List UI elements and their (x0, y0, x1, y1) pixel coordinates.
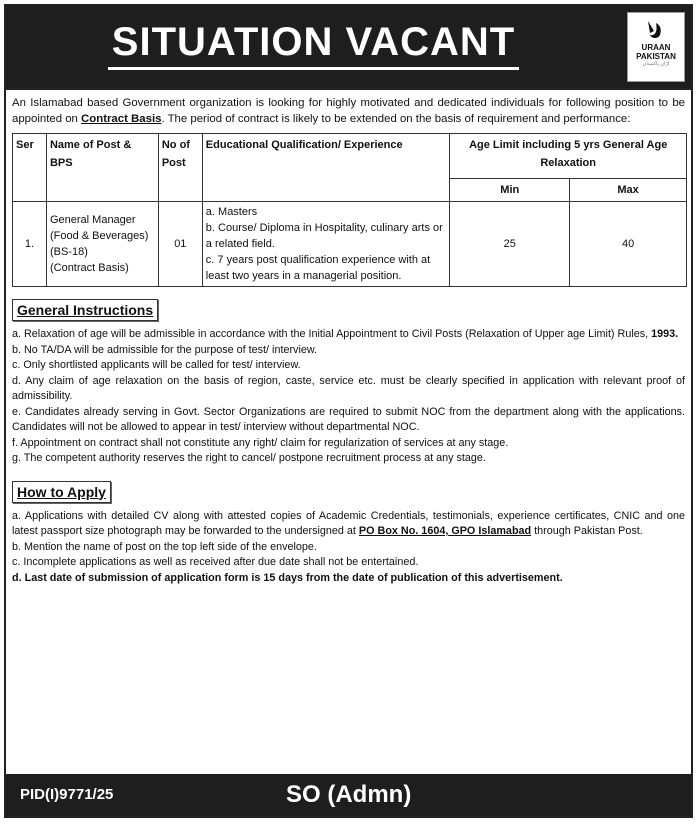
logo-mark-icon (644, 19, 668, 41)
list-item: b. No TA/DA will be admissible for the purpose of test/ interview. (12, 343, 318, 356)
list-item: b. Mention the name of post on the top left side of the envelope. (12, 540, 317, 553)
header-post: Name of Post & BPS (46, 134, 158, 202)
list-item: g. The competent authority reserves the right to cancel/ postpone recruitment process at any stage. (12, 452, 486, 464)
logo-tagline: اڑان پاکستان (642, 61, 670, 67)
general-instructions-list (12, 327, 685, 467)
posts-table (12, 133, 687, 287)
cell-education: a. Masters b. Course/ Diploma in Hospitality, culinary arts or a related field. c. 7 years post qualification experience with at least two years in a managerial position. (202, 202, 450, 287)
general-instructions-heading: General Instructions (12, 299, 158, 321)
pid-number: PID(I)9771/25 (20, 786, 114, 803)
advertisement-page (4, 4, 693, 818)
logo-text-line1: URAAN (641, 43, 671, 52)
how-to-apply-heading: How to Apply (12, 481, 111, 503)
list-item: e. Candidates already serving in Govt. Sector Organizations are required to submit NOC from the department along with the applications. Candidates will not be allowed to appear in test/ interview without departmental NOC. (12, 405, 685, 433)
footer-banner (6, 774, 691, 816)
list-item: a. Relaxation of age will be admissible in accordance with the Initial Appointment to Civil Posts (Relaxation of Upper age Limit) Rules, 1993. (12, 328, 679, 340)
cell-max-age: 40 (570, 202, 687, 287)
how-to-apply-list (12, 509, 685, 587)
header-banner (6, 6, 691, 90)
header-no-of-post: No of Post (158, 134, 202, 202)
cell-no-of-post: 01 (158, 202, 202, 287)
list-item: c. Incomplete applications as well as received after due date shall not be entertained. (12, 556, 419, 568)
list-item: f. Appointment on contract shall not constitute any right/ claim for regularization of services at any stage. (12, 436, 509, 449)
header-education: Educational Qualification/ Experience (202, 134, 450, 202)
logo-text-line2: PAKISTAN (636, 52, 676, 61)
list-item-last-date: d. Last date of submission of application form is 15 days from the date of publication of this advertisement. (12, 571, 563, 584)
cell-post: General Manager (Food & Beverages) (BS-18) (Contract Basis) (46, 202, 158, 287)
page-title: SITUATION VACANT (6, 20, 621, 70)
signatory: SO (Admn) (286, 781, 412, 808)
table-row (13, 202, 687, 287)
list-item: a. Applications with detailed CV along with attested copies of Academic Credentials, testimonials, experience certificates, CNIC and one latest passport size photograph may be forwarded to the undersigned at PO Box No. 1604, GPO Islamabad through Pakistan Post. (12, 509, 685, 537)
list-item: d. Any claim of age relaxation on the basis of region, caste, service etc. must be clearly specified in application with relevant proof of admissibility. (12, 374, 685, 402)
header-min: Min (450, 179, 570, 202)
contract-basis-emphasis: Contract Basis (81, 113, 162, 125)
list-item: c. Only shortlisted applicants will be called for test/ interview. (12, 359, 301, 371)
header-age-limit: Age Limit including 5 yrs General Age Relaxation (450, 134, 687, 179)
po-box-address: PO Box No. 1604, GPO Islamabad (358, 525, 532, 537)
intro-paragraph: An Islamabad based Government organization is looking for highly motivated and dedicated individuals for following position to be appointed on Contract Basis. The period of contract is likely to be extended on the basis of requirement and performance: (12, 97, 685, 125)
cell-ser: 1. (13, 202, 47, 287)
cell-min-age: 25 (450, 202, 570, 287)
uraan-pakistan-logo (627, 12, 685, 82)
header-max: Max (570, 179, 687, 202)
header-ser: Ser (13, 134, 47, 202)
